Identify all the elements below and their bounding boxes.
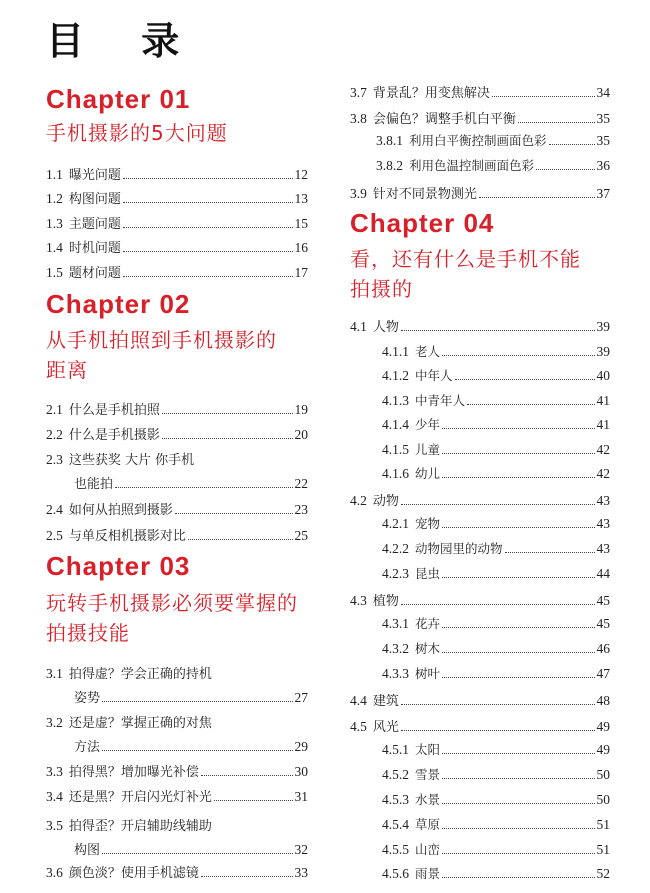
toc-label: 山峦 xyxy=(415,842,441,857)
toc-label-cont: 姿势 xyxy=(74,691,101,706)
toc-page-number: 32 xyxy=(294,842,308,857)
toc-label: 水景 xyxy=(415,792,441,807)
chapter-03-title-line2: 拍摄技能 xyxy=(46,621,130,645)
toc-page-number: 41 xyxy=(596,417,610,432)
toc-subentry xyxy=(382,740,610,760)
toc-number: 1.4 xyxy=(46,240,63,255)
chapter-04-title-line1: 看，还有什么是手机不能 xyxy=(350,247,581,271)
toc-number: 4.5.1 xyxy=(382,742,409,757)
toc-number: 4.1.6 xyxy=(382,466,409,481)
toc-entry xyxy=(46,499,308,519)
chapter-02-title-line1: 从手机拍照到手机摄影的 xyxy=(46,328,277,352)
leader-dots xyxy=(442,853,594,854)
toc-page-number: 41 xyxy=(596,393,610,408)
toc-label: 针对不同景物测光 xyxy=(372,187,477,202)
leader-dots xyxy=(536,169,594,170)
leader-dots xyxy=(123,227,293,228)
toc-label: 花卉 xyxy=(415,616,441,631)
toc-label: 老人 xyxy=(415,344,441,359)
leader-dots xyxy=(442,627,594,628)
toc-label: 宠物 xyxy=(415,516,441,531)
toc-page-number: 43 xyxy=(596,541,610,556)
toc-number: 4.3.3 xyxy=(382,666,409,681)
toc-label: 曝光问题 xyxy=(68,168,121,183)
toc-subentry xyxy=(382,440,610,460)
toc-label: 构图问题 xyxy=(68,192,121,207)
toc-page-number: 39 xyxy=(596,319,610,334)
leader-dots xyxy=(102,701,292,702)
toc-number: 4.5.6 xyxy=(382,866,409,881)
leader-dots xyxy=(549,144,595,145)
toc-entry xyxy=(350,108,610,128)
toc-label: 什么是手机拍照 xyxy=(68,403,160,418)
toc-page-number: 35 xyxy=(596,133,610,148)
toc-subentry xyxy=(382,514,610,534)
toc-page-number: 30 xyxy=(294,764,308,779)
toc-label: 利用色温控制画面色彩 xyxy=(409,158,535,173)
toc-subentry xyxy=(382,391,610,411)
toc-entry-line1 xyxy=(46,815,308,834)
toc-entry xyxy=(46,525,308,545)
leader-dots xyxy=(442,527,594,528)
leader-dots xyxy=(442,453,594,454)
toc-number: 3.8.1 xyxy=(376,133,403,148)
toc-entry xyxy=(46,786,308,806)
toc-page-number: 42 xyxy=(596,466,610,481)
toc-label: 树木 xyxy=(415,641,441,656)
leader-dots xyxy=(115,487,292,488)
toc-number: 4.3.1 xyxy=(382,616,409,631)
toc-number: 1.5 xyxy=(46,265,63,280)
toc-label: 拍得歪？开启辅助线辅助 xyxy=(68,819,212,834)
toc-entry xyxy=(350,590,610,610)
toc-label: 太阳 xyxy=(415,742,441,757)
toc-entry xyxy=(46,262,308,282)
leader-dots xyxy=(175,513,293,514)
page-title: 目 录 xyxy=(46,19,202,63)
toc-label: 人物 xyxy=(372,320,399,335)
toc-entry xyxy=(46,237,308,257)
leader-dots xyxy=(201,775,293,776)
toc-page-number: 13 xyxy=(294,191,308,206)
toc-number: 4.2.1 xyxy=(382,516,409,531)
toc-page-number: 34 xyxy=(596,85,610,100)
toc-label: 儿童 xyxy=(415,442,441,457)
toc-label: 动物园里的动物 xyxy=(415,541,503,556)
toc-subentry xyxy=(382,664,610,684)
toc-label: 什么是手机摄影 xyxy=(68,428,160,443)
toc-number: 1.1 xyxy=(46,167,63,182)
toc-entry xyxy=(46,164,308,184)
leader-dots xyxy=(442,828,594,829)
toc-number: 4.1.5 xyxy=(382,442,409,457)
toc-entry xyxy=(46,862,308,882)
toc-number: 4.5.5 xyxy=(382,842,409,857)
chapter-03-title-line1: 玩转手机摄影必须要掌握的 xyxy=(46,591,298,615)
toc-number: 3.8 xyxy=(350,111,367,126)
toc-subentry xyxy=(382,765,610,785)
toc-number: 3.7 xyxy=(350,85,367,100)
leader-dots xyxy=(162,413,293,414)
toc-number: 3.1 xyxy=(46,666,63,681)
toc-page-number: 48 xyxy=(596,693,610,708)
toc-number: 4.2 xyxy=(350,493,367,508)
toc-subentry xyxy=(382,564,610,584)
toc-number: 4.3 xyxy=(350,593,367,608)
toc-subentry xyxy=(382,815,610,835)
toc-label: 如何从拍照到摄影 xyxy=(68,503,173,518)
toc-number: 3.4 xyxy=(46,789,63,804)
toc-page-number: 17 xyxy=(294,265,308,280)
leader-dots xyxy=(442,677,594,678)
leader-dots xyxy=(442,477,594,478)
toc-page-number: 16 xyxy=(294,240,308,255)
toc-label-cont: 构图 xyxy=(74,843,101,858)
toc-label: 利用白平衡控制画面色彩 xyxy=(409,133,547,148)
toc-page-number: 50 xyxy=(596,792,610,807)
leader-dots xyxy=(123,202,293,203)
toc-number: 2.2 xyxy=(46,427,63,442)
toc-subentry xyxy=(382,464,610,484)
toc-entry xyxy=(350,183,610,203)
toc-page-number: 52 xyxy=(596,866,610,881)
toc-page-number: 12 xyxy=(294,167,308,182)
toc-page-number: 23 xyxy=(294,502,308,517)
toc-page-number: 27 xyxy=(294,690,308,705)
toc-entry xyxy=(350,82,610,102)
toc-page-number: 39 xyxy=(596,344,610,359)
toc-number: 4.2.3 xyxy=(382,566,409,581)
toc-number: 4.4 xyxy=(350,693,367,708)
toc-label: 中年人 xyxy=(415,368,453,383)
leader-dots xyxy=(188,539,293,540)
toc-page-number: 45 xyxy=(596,616,610,631)
toc-page-number: 49 xyxy=(596,742,610,757)
toc-label: 动物 xyxy=(372,494,399,509)
leader-dots xyxy=(442,778,594,779)
leader-dots xyxy=(479,197,595,198)
leader-dots xyxy=(214,800,293,801)
toc-number: 4.5 xyxy=(350,719,367,734)
leader-dots xyxy=(455,379,595,380)
toc-label: 拍得虚？学会正确的持机 xyxy=(68,667,212,682)
toc-page-number: 20 xyxy=(294,427,308,442)
toc-label: 与单反相机摄影对比 xyxy=(68,529,186,544)
toc-entry-line1 xyxy=(46,449,308,468)
leader-dots xyxy=(518,122,595,123)
toc-number: 2.3 xyxy=(46,452,63,467)
leader-dots xyxy=(123,276,293,277)
toc-entry xyxy=(350,690,610,710)
toc-page-number: 15 xyxy=(294,216,308,231)
toc-number: 2.4 xyxy=(46,502,63,517)
toc-label: 昆虫 xyxy=(415,566,441,581)
toc-page-number: 43 xyxy=(596,516,610,531)
chapter-01-title: 手机摄影的5大问题 xyxy=(46,121,228,145)
toc-number: 2.5 xyxy=(46,528,63,543)
toc-page-number: 36 xyxy=(596,158,610,173)
toc-entry xyxy=(46,761,308,781)
toc-page-number: 19 xyxy=(294,402,308,417)
toc-label: 建筑 xyxy=(372,694,399,709)
toc-subentry xyxy=(376,131,610,151)
leader-dots xyxy=(442,428,594,429)
toc-page-number: 40 xyxy=(596,368,610,383)
leader-dots xyxy=(442,877,594,878)
toc-number: 4.3.2 xyxy=(382,641,409,656)
toc-label: 中青年人 xyxy=(415,393,466,408)
toc-label-cont: 方法 xyxy=(74,740,101,755)
toc-page-number: 33 xyxy=(294,865,308,880)
toc-subentry xyxy=(382,840,610,860)
toc-label: 草原 xyxy=(415,817,441,832)
toc-page-number: 25 xyxy=(294,528,308,543)
leader-dots xyxy=(442,577,594,578)
toc-number: 3.8.2 xyxy=(376,158,403,173)
leader-dots xyxy=(467,404,594,405)
toc-number: 3.9 xyxy=(350,186,367,201)
chapter-04-heading: Chapter 04 xyxy=(350,208,495,238)
toc-label: 还是虚？掌握正确的对焦 xyxy=(68,716,212,731)
toc-page-number: 49 xyxy=(596,719,610,734)
toc-entry xyxy=(74,736,308,756)
toc-page-number: 51 xyxy=(596,842,610,857)
toc-number: 4.1.2 xyxy=(382,368,409,383)
toc-page-number: 44 xyxy=(596,566,610,581)
toc-label: 树叶 xyxy=(415,666,441,681)
toc-entry xyxy=(46,188,308,208)
toc-entry xyxy=(74,473,308,493)
toc-page-number: 22 xyxy=(294,476,308,491)
toc-number: 4.1.1 xyxy=(382,344,409,359)
toc-number: 4.1.3 xyxy=(382,393,409,408)
toc-subentry xyxy=(382,790,610,810)
toc-number: 4.1 xyxy=(350,319,367,334)
toc-entry xyxy=(74,687,308,707)
toc-subentry xyxy=(382,864,610,884)
leader-dots xyxy=(442,803,594,804)
chapter-04-title-line2: 拍摄的 xyxy=(350,277,413,301)
toc-subentry xyxy=(382,639,610,659)
toc-page-number: 35 xyxy=(596,111,610,126)
toc-page-number: 46 xyxy=(596,641,610,656)
leader-dots xyxy=(201,876,293,877)
toc-subentry xyxy=(382,366,610,386)
toc-number: 4.5.2 xyxy=(382,767,409,782)
toc-label: 雨景 xyxy=(415,866,441,881)
toc-label: 时机问题 xyxy=(68,241,121,256)
toc-label: 风光 xyxy=(372,720,399,735)
toc-label: 题材问题 xyxy=(68,266,121,281)
leader-dots xyxy=(492,96,595,97)
toc-number: 4.5.4 xyxy=(382,817,409,832)
toc-number: 4.5.3 xyxy=(382,792,409,807)
toc-page-number: 51 xyxy=(596,817,610,832)
toc-label: 少年 xyxy=(415,417,441,432)
toc-page-number: 37 xyxy=(596,186,610,201)
toc-entry-line1 xyxy=(46,712,308,731)
toc-entry xyxy=(46,213,308,233)
toc-number: 4.1.4 xyxy=(382,417,409,432)
leader-dots xyxy=(442,355,594,356)
toc-number: 3.6 xyxy=(46,865,63,880)
chapter-03-heading: Chapter 03 xyxy=(46,551,191,581)
toc-entry xyxy=(74,839,308,859)
toc-label: 主题问题 xyxy=(68,217,121,232)
toc-label: 幼儿 xyxy=(415,466,441,481)
toc-label: 这些获奖 大片 你手机 xyxy=(68,453,195,468)
toc-label: 颜色淡？使用手机滤镜 xyxy=(68,866,199,881)
toc-label: 植物 xyxy=(372,594,399,609)
toc-number: 1.3 xyxy=(46,216,63,231)
toc-label-cont: 也能拍 xyxy=(74,477,114,492)
leader-dots xyxy=(401,330,595,331)
toc-page-number: 31 xyxy=(294,789,308,804)
toc-number: 3.5 xyxy=(46,818,63,833)
leader-dots xyxy=(401,704,595,705)
toc-label: 还是黑？开启闪光灯补光 xyxy=(68,790,212,805)
toc-page-number: 43 xyxy=(596,493,610,508)
chapter-02-heading: Chapter 02 xyxy=(46,289,191,319)
toc-label: 雪景 xyxy=(415,767,441,782)
toc-subentry xyxy=(382,415,610,435)
toc-number: 2.1 xyxy=(46,402,63,417)
toc-number: 4.2.2 xyxy=(382,541,409,556)
leader-dots xyxy=(102,853,292,854)
toc-entry xyxy=(46,399,308,419)
toc-entry-line1 xyxy=(46,663,308,682)
leader-dots xyxy=(401,504,595,505)
toc-entry xyxy=(350,316,610,336)
leader-dots xyxy=(162,438,293,439)
toc-number: 1.2 xyxy=(46,191,63,206)
leader-dots xyxy=(442,753,594,754)
leader-dots xyxy=(505,552,595,553)
toc-subentry xyxy=(382,539,610,559)
leader-dots xyxy=(123,251,293,252)
toc-page-number: 50 xyxy=(596,767,610,782)
toc-subentry xyxy=(382,614,610,634)
leader-dots xyxy=(442,652,594,653)
leader-dots xyxy=(401,604,595,605)
toc-entry xyxy=(350,716,610,736)
toc-label: 拍得黑？增加曝光补偿 xyxy=(68,765,199,780)
toc-page-number: 45 xyxy=(596,593,610,608)
toc-label: 会偏色？调整手机白平衡 xyxy=(372,112,516,127)
leader-dots xyxy=(123,178,293,179)
toc-subentry xyxy=(376,156,610,176)
toc-entry xyxy=(350,490,610,510)
chapter-01-heading: Chapter 01 xyxy=(46,84,191,114)
toc-subentry xyxy=(382,342,610,362)
toc-page-number: 47 xyxy=(596,666,610,681)
toc-number: 3.3 xyxy=(46,764,63,779)
toc-page-number: 29 xyxy=(294,739,308,754)
toc-page-number: 42 xyxy=(596,442,610,457)
toc-number: 3.2 xyxy=(46,715,63,730)
toc-label: 背景乱？用变焦解决 xyxy=(372,86,490,101)
toc-entry xyxy=(46,424,308,444)
leader-dots xyxy=(102,750,292,751)
leader-dots xyxy=(401,730,595,731)
chapter-02-title-line2: 距离 xyxy=(46,358,88,382)
